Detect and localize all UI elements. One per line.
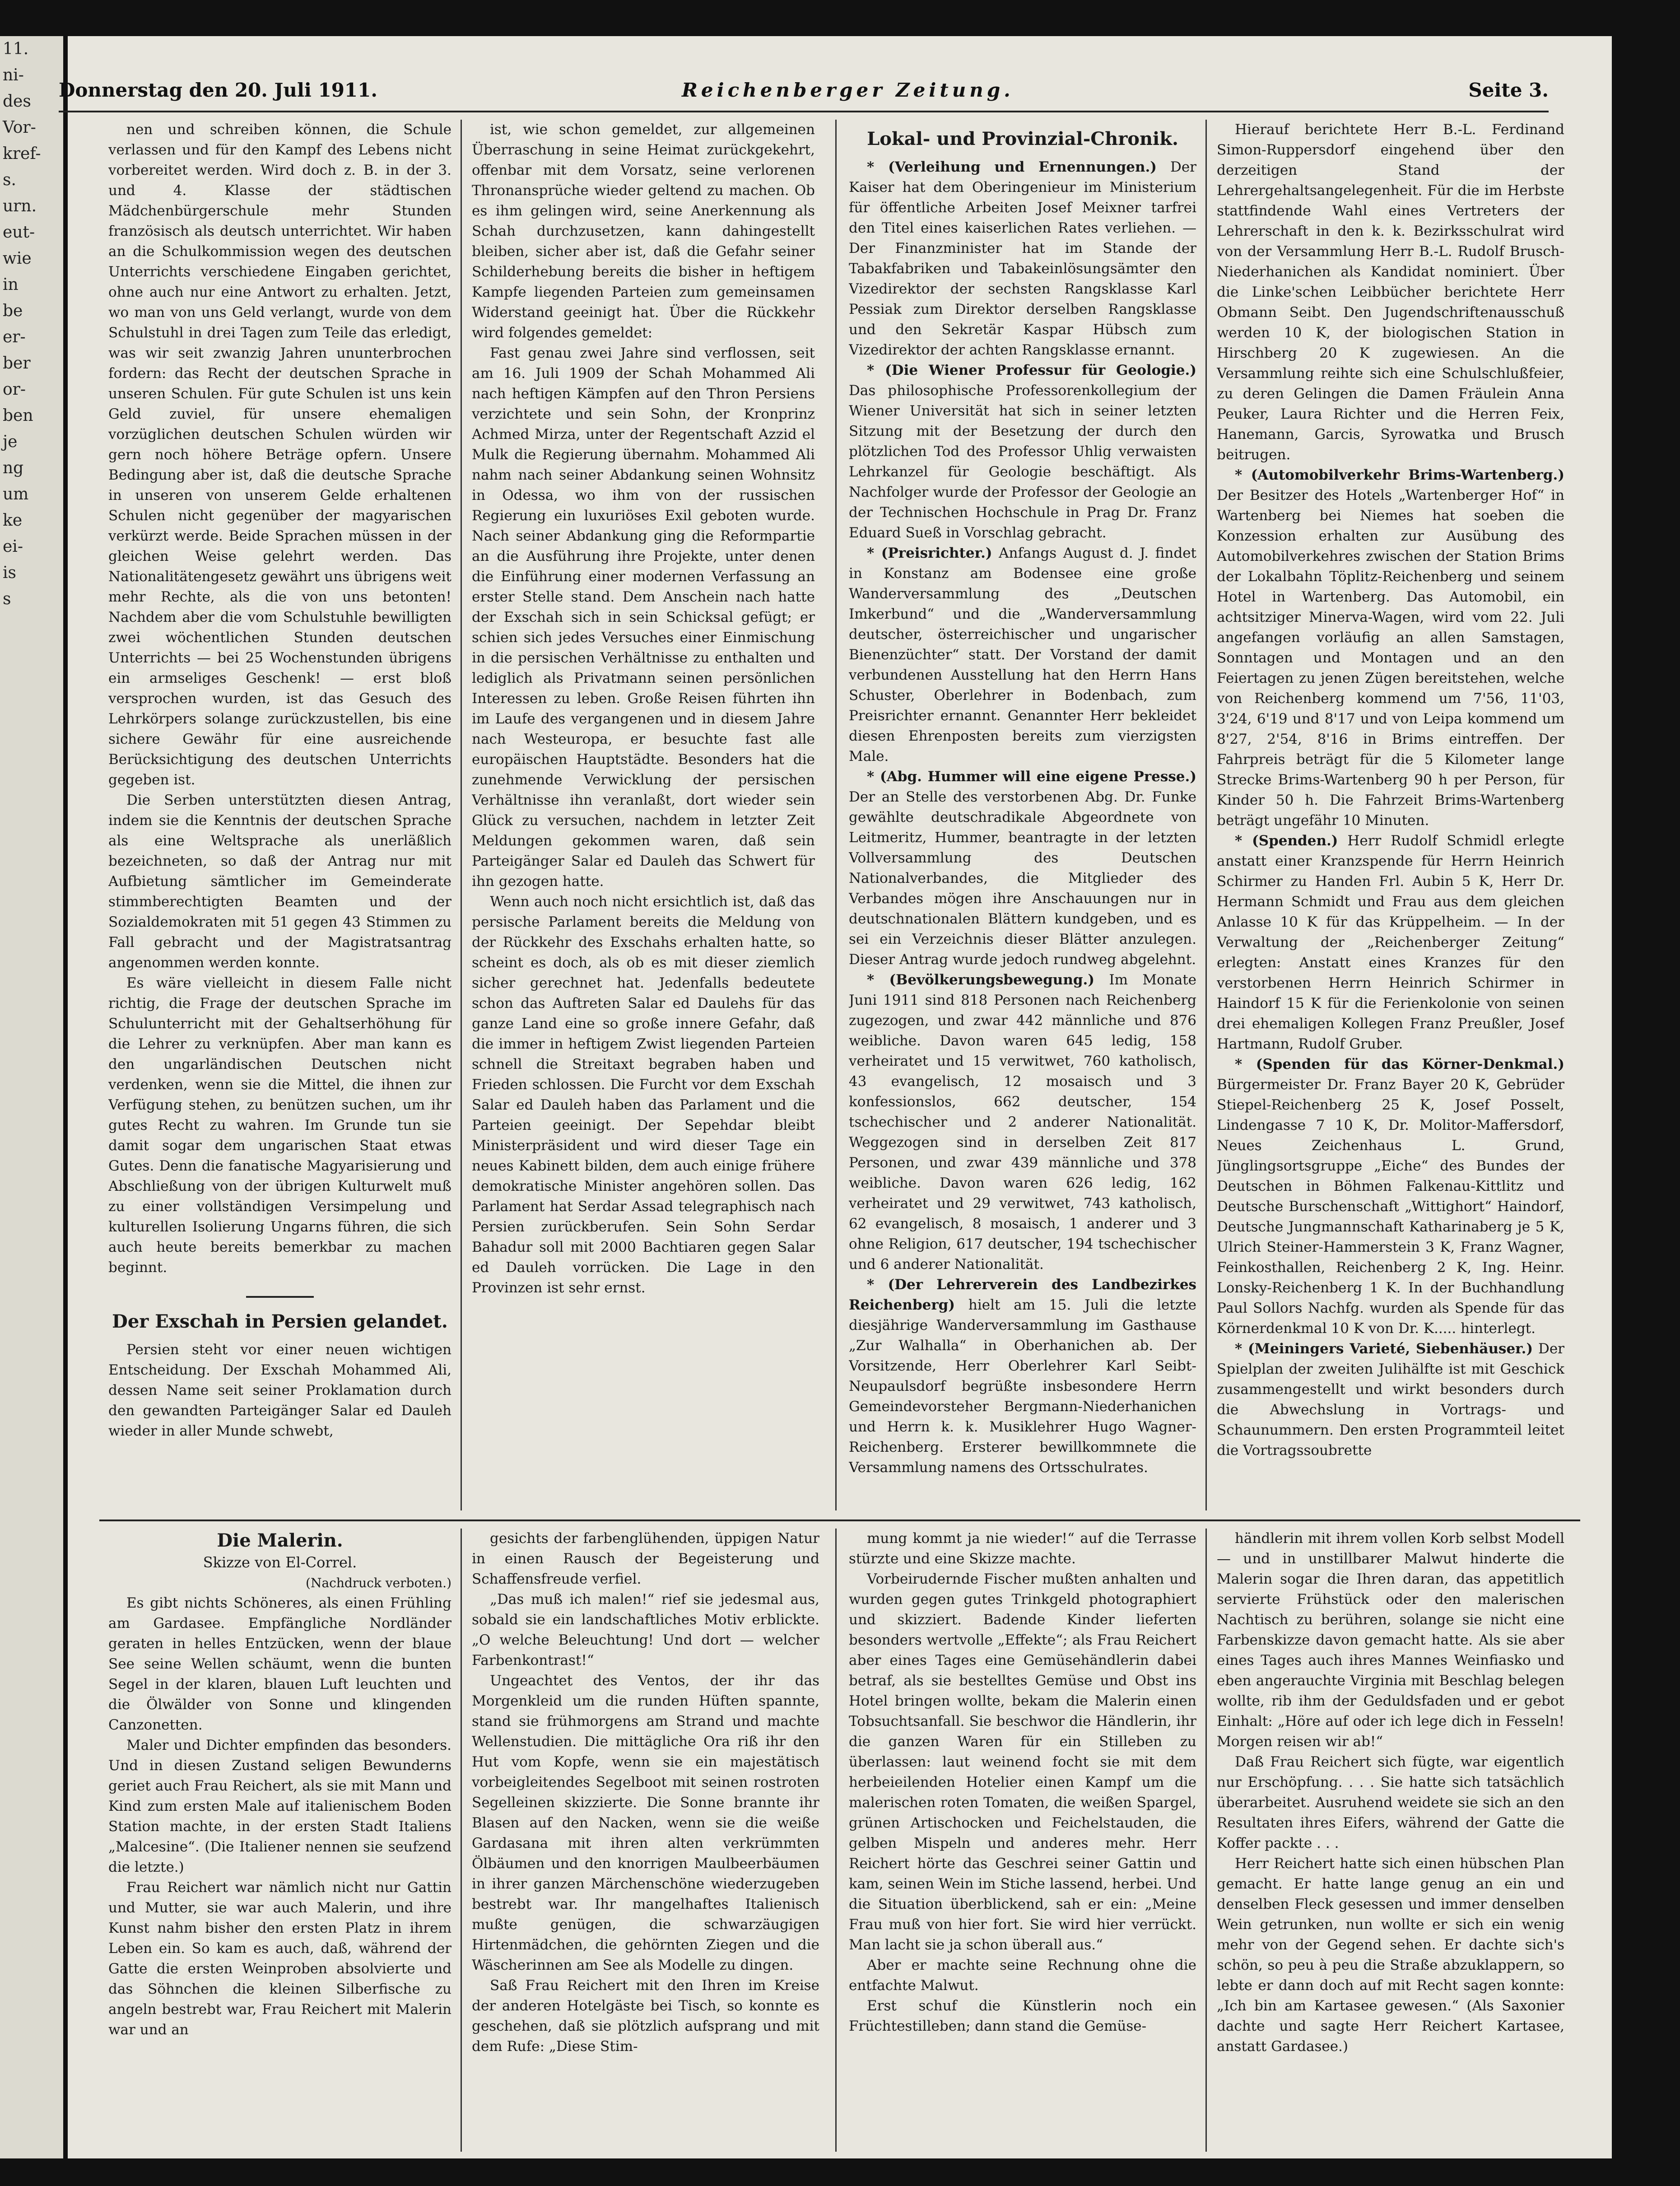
- edge-fragment: ng: [3, 459, 24, 477]
- feuilleton-paragraph: Aber er machte seine Rechnung ohne die entfachte Malwut.: [849, 1957, 1196, 1994]
- edge-fragment: des: [3, 92, 31, 111]
- news-item-text: Der Besitzer des Hotels „Wartenberger Hof“ in Wartenberg bei Niemes hat soeben die Konzession erhalten zur Ausübung des Automobilverkehres zwischen der Station Brims der Lokalbahn Töplitz-Reichenberg und seinem Hotel in Wartenberg. Das Automobil, ein achtsitziger Minerva-Wagen, wird vom 22. Juli angefangen vorläufig an allen Samstagen, Sonntagen und Montagen und an den Feiertagen zu jenen Zügen bereitstehen, welche von Reichenberg kommend um 7'56, 11'03, 3'24, 6'19 und 8'17 und von Leipa kommend um 8'27, 2'54, 8'16 in Brims eintreffen. Der Fahrpreis beträgt für die 5 Kilometer lange Strecke Brims-Wartenberg 90 h per Person, für Kinder 50 h. Die Fahrzeit Brims-Wartenberg beträgt ungefähr 10 Minuten.: [1217, 487, 1564, 829]
- edge-fragment: s.: [3, 171, 16, 189]
- feuilleton-paragraph: Ungeachtet des Ventos, der ihr das Morgenkleid um die runden Hüften spannte, stand sie frühmorgens am Strand und machte Wellenstudien. Die mittägliche Ora riß ihr den Hut vom Kopfe, wenn sie ein majestätisch vorbeigleitendes Segelboot mit seinen rostroten Segelleinen skizzierte. Die Sonne brannte ihr Blasen auf den Nacken, wenn sie die weiße Gardasana mit ihren alten verkrümmten Ölbäumen und den knorrigen Maulbeerbäumen in ihrer ganzen Märchenschöne wiederzugeben bestrebt war. Ihr mangelhaftes Italienisch mußte genügen, die schwarzäugigen Hirtenmädchen, die gehörnten Ziegen und die Wäscherinnen am See als Modelle zu dingen.: [472, 1673, 819, 1973]
- column-2: [472, 120, 815, 1510]
- col1-article-text: Persien steht vor einer neuen wichtigen Entscheidung. Der Exschah Mohammed Ali, dessen Name seit seiner Proklamation durch den gewandten Parteigänger Salar ed Dauleh wieder in aller Munde schwebt,: [108, 1342, 451, 1439]
- news-item: [849, 157, 1196, 360]
- reprint-note: (Nachdruck verboten.): [306, 1575, 451, 1590]
- feuilleton-subtitle: Skizze von El-Correl.: [203, 1554, 357, 1571]
- edge-fragment: wie: [3, 249, 32, 268]
- edge-fragment: eut-: [3, 223, 35, 242]
- feuilleton-paragraph: Maler und Dichter empfinden das besonders. Und in diesen Zustand seligen Bewunderns geriet auch Frau Reichert, als sie mit Mann und Kind zum ersten Male auf italienischem Boden Station machte, in der ersten Stadt Italiens „Malcesine“. (Die Italiener nennen sie seufzend die letzte.): [108, 1737, 451, 1875]
- news-item-head: * (Automobilverkehr Brims-Wartenberg.): [1235, 467, 1564, 483]
- column-rule: [835, 1529, 837, 2152]
- news-item-head: * (Abg. Hummer will eine eigene Presse.): [867, 769, 1196, 785]
- page-number: Seite 3.: [1468, 79, 1549, 101]
- news-item-head: * (Bevölkerungsbewegung.): [867, 972, 1094, 988]
- section-title-local-chronicle: Lokal- und Provinzial-Chronik.: [867, 128, 1178, 149]
- feuilleton-column-3: [849, 1529, 1196, 2152]
- feuilleton-paragraph: gesichts der farbenglühenden, üppigen Natur in einen Rausch der Begeisterung und Schaffensfreude verfiel.: [472, 1530, 819, 1587]
- feuilleton-paragraph: „Das muß ich malen!“ rief sie jedesmal aus, sobald sie ein landschaftliches Motiv erblickte. „O welche Beleuchtung! Und dort — welcher Farbenkontrast!“: [472, 1591, 819, 1669]
- news-item-text: Der an Stelle des verstorbenen Abg. Dr. Funke gewählte deutschradikale Abgeordnete von Leitmeritz, Hummer, beantragte in der letzten Vollversammlung des Deutschen Nationalverbandes, die Mitglieder des Verbandes mögen ihre Anschauungen nur in deutschnationalen Blättern kundgeben, und es sei ein Verzeichnis dieser Blätter anzulegen. Dieser Antrag wurde jedoch rundweg abgelehnt.: [849, 789, 1196, 968]
- news-item: [849, 970, 1196, 1275]
- edge-fragment: 11.: [3, 40, 29, 58]
- edge-fragment: ber: [3, 354, 31, 373]
- col1-paragraph: Es wäre vielleicht in diesem Falle nicht richtig, die Frage der deutschen Sprache im Schulunterricht mit der Gehaltserhöhung für die Lehrer zu verknüpfen. Aber man kann es den ungarländischen Deutschen nicht verdenken, wenn sie die Mittel, die ihnen zur Verfügung stehen, zu benützen suchen, um ihr gutes Recht zu wahren. Im Grunde tun sie damit sogar dem ungarischen Staat etwas Gutes. Denn die fanatische Magyarisierung und Abschließung von der übrigen Kulturwelt muß zu einer vollständigen Versimpelung und kulturellen Isolierung Ungarns führen, die sich auch heute bereits bemerkbar zu machen beginnt.: [108, 975, 451, 1276]
- article-title-exschah: Der Exschah in Persien gelandet.: [112, 1311, 448, 1332]
- header-date: Donnerstag den 20. Juli 1911.: [59, 79, 378, 101]
- section-divider: [246, 1296, 314, 1298]
- feuilleton-paragraph: Saß Frau Reichert mit den Ihren im Kreise der anderen Hotelgäste bei Tisch, so konnte es geschehen, daß sie plötzlich aufsprang und mit dem Rufe: „Diese Stim-: [472, 1977, 819, 2055]
- edge-fragment: ke: [3, 511, 23, 530]
- feuilleton-column-1: [108, 1529, 451, 2152]
- left-page-edge: [0, 36, 63, 2158]
- edge-fragment: ben: [3, 406, 33, 425]
- col1-paragraph: nen und schreiben können, die Schule verlassen und für den Kampf des Lebens nicht vorbereitet werden. Wird doch z. B. in der 3. und 4. Klasse der städtischen Mädchenbürgerschule mehr Stunden französisch als deutsch unterrichtet. Wir haben an die Schulkommission wegen des deutschen Unterrichts verschiedene Eingaben gerichtet, ohne auch nur eine Antwort zu erhalten. Jetzt, wo man von uns Geld verlangt, wurde von dem Schulstuhl in drei Tagen zum Teile das erledigt, was wir seit zwanzig Jahren ununterbrochen fordern: das Recht der deutschen Sprache in unseren Schulen. Für gute Schulen ist uns kein Geld zuviel, für unsere ehemaligen vorzüglichen deutschen Schulen würden wir gern noch höhere Beträge opfern. Unsere Bedingung aber ist, daß die deutsche Sprache in unseren von unserem Gelde erhaltenen Schulen nicht gegenüber der magyarischen verkürzt werde. Beide Sprachen müssen in der gleichen Weise gelehrt werden. Das Nationalitätengesetz gewährt uns übrigens weit mehr Rechte, als die von uns betonten! Nachdem aber die vom Schulstuhle bewilligten zwei wöchentlichen Stunden deutschen Unterrichts — bei 25 Wochenstunden übrigens ein armseliges Geschenk! — erst bloß versprochen wurden, ist das Gesuch des Lehrkörpers solange zurückzustellen, bis eine sichere Gewähr für eine ausreichende Berücksichtigung des deutschen Unterrichts gegeben ist.: [108, 121, 451, 788]
- news-item-head: * (Spenden für das Körner-Denkmal.): [1235, 1056, 1564, 1072]
- edge-fragment: urn.: [3, 197, 37, 215]
- column-rule: [835, 120, 837, 1510]
- col4-intro: Hierauf berichtete Herr B.-L. Ferdinand Simon-Ruppersdorf eingehend über den derzeitigen Stand der Lehrergehaltsangelegenheit. Für die im Herbste stattfindende Wahl eines Vertreters der Lehrerschaft in den k. k. Bezirksschulrat wird von der Versammlung Herr B.-L. Rudolf Brusch-Niederhanichen als Kandidat nominiert. Über die Linke'schen Leibbücher berichtete Herr Obmann Seibt. Den Jugendschriftenausschuß werden 10 K, der biologischen Station in Hirschberg 20 K zugewiesen. An die Versammlung reihte sich eine Schulschlußfeier, zu deren Gelingen die Damen Fräulein Anna Peuker, Laura Richter und die Herren Feix, Hanemann, Garcis, Syrowatka und Brusch beitrugen.: [1217, 121, 1564, 463]
- news-item: [1217, 1054, 1564, 1339]
- feuilleton-paragraph: Es gibt nichts Schöneres, als einen Frühling am Gardasee. Empfängliche Nordländer geraten in helles Entzücken, wenn der blaue See seine Wellen schäumt, wenn die bunten Segel in der klaren, blauen Luft leuchten und die Ölwälder von Sonne und klingenden Canzonetten.: [108, 1595, 451, 1733]
- edge-fragment: Vor-: [3, 118, 36, 137]
- news-item-text: Das philosophische Professorenkollegium der Wiener Universität hat sich in seiner letzten Sitzung mit der Besetzung der durch den plötzlichen Tod des Professor Uhlig verwaisten Lehrkanzel für Geologie beschäftigt. Als Nachfolger wurde der Professor der Geologie an der Technischen Hochschule in Prag Dr. Franz Eduard Sueß in Vorschlag gebracht.: [849, 382, 1196, 541]
- column-rule: [461, 120, 462, 1510]
- news-item: [1217, 831, 1564, 1054]
- feuilleton-paragraph: mung kommt ja nie wieder!“ auf die Terrasse stürzte und eine Skizze machte.: [849, 1530, 1196, 1567]
- column-rule: [1205, 1529, 1207, 2152]
- feuilleton-column-4: [1217, 1529, 1564, 2152]
- page-header: [59, 79, 1549, 112]
- edge-fragment: kref-: [3, 144, 41, 163]
- edge-fragment: or-: [3, 380, 26, 399]
- newspaper-title: Reichenberger Zeitung.: [682, 79, 1014, 101]
- news-item-head: * (Spenden.): [1235, 833, 1338, 849]
- left-edge-fragments: [0, 36, 63, 612]
- news-item-text: Der Spielplan der zweiten Julihälfte ist mit Geschick zusammengestellt und wirkt besonders durch die Abwechslung in Vortrags- und Schaunummern. Den ersten Programmteil leitet die Vortragssoubrette: [1217, 1341, 1564, 1459]
- edge-fragment: je: [3, 433, 18, 451]
- news-item: [849, 543, 1196, 767]
- col2-paragraph: Fast genau zwei Jahre sind verflossen, seit am 16. Juli 1909 der Schah Mohammed Ali nach heftigen Kämpfen auf den Thron Persiens verzichtete und sein Sohn, der Kronprinz Achmed Mirza, unter der Regentschaft Azzid el Mulk die Regierung übernahm. Mohammed Ali nahm nach seiner Abdankung seinen Wohnsitz in Odessa, wo ihm von der russischen Regierung ein luxuriöses Exil geboten wurde. Nach seiner Abdankung ging die Reformpartie an die Ausführung ihre Projekte, unter denen die Einführung einer modernen Verfassung an erster Stelle stand. Dem Anschein nach hatte der Exschah sich in sein Schicksal gefügt; er schien sich jedes Versuches einer Einmischung in die persischen Verhältnisse zu enthalten und lediglich als Privatmann seinen persönlichen Interessen zu leben. Große Reisen führten ihn im Laufe des vergangenen und in diesem Jahre nach Westeuropa, er besuchte fast alle europäischen Hauptstädte. Besonders hat die zunehmende Verwicklung der persischen Verhältnisse ihn veranlaßt, dort wieder sein Glück zu versuchen, nachdem in letzter Zeit Meldungen gekommen waren, daß sein Parteigänger Salar ed Dauleh das Schwert für ihn gezogen hatte.: [472, 345, 815, 890]
- feuilleton-paragraph: Vorbeirudernde Fischer mußten anhalten und wurden gegen gutes Trinkgeld photographiert und skizziert. Badende Kinder lieferten besonders wertvolle „Effekte“; als Frau Reichert aber eines Tages eine Gemüsehändlerin dabei betraf, als sie bestelltes Gemüse und Obst ins Hotel bringen wollte, bekam die Malerin einen Tobsuchtsanfall. Sie beschwor die Händlerin, ihr die ganzen Waren für ein Stilleben zu überlassen: laut weinend focht sie mit dem herbeieilenden Hotelier einen Kampf um die malerischen roten Tomaten, die weißen Spargel, grünen Artischocken und Feichelstauden, die gelben Mispeln und anderes mehr. Herr Reichert hörte das Geschrei seiner Gattin und kam, seinen Wein im Stiche lassend, herbei. Und die Situation überblickend, sah er ein: „Meine Frau muß von hier fort. Sie wird hier verrückt. Man lacht sie ja schon überall aus.“: [849, 1571, 1196, 1953]
- column-rule: [1205, 120, 1207, 1510]
- feuilleton-divider: [99, 1519, 1580, 1521]
- edge-fragment: ei-: [3, 537, 23, 556]
- feuilleton-paragraph: Daß Frau Reichert sich fügte, war eigentlich nur Erschöpfung. . . . Sie hatte sich tatsächlich überarbeitet. Ausruhend weidete sie sich an den Resultaten ihres Eifers, während der Gatte die Koffer packte . . .: [1217, 1754, 1564, 1851]
- news-item-text: Der Kaiser hat dem Oberingenieur im Ministerium für öffentliche Arbeiten Josef Meixner tarfrei den Titel eines kaiserlichen Rates verliehen. — Der Finanzminister hat im Stande der Tabakfabriken und Tabakeinlösungsämter den Vizedirektor der sechsten Rangsklasse Karl Pessiak zum Direktor derselben Rangsklasse und den Sekretär Kaspar Hübsch zum Vizedirektor der achten Rangsklasse ernannt.: [849, 159, 1196, 358]
- news-item-text: hielt am 15. Juli die letzte diesjährige Wanderversammlung im Gasthause „Zur Walhalla“ in Oberhanichen ab. Der Vorsitzende, Herr Oberlehrer Karl Seibt-Neupaulsdorf begrüßte insbesondere Herrn Gemeindevorsteher Bergmann-Niederhanichen und Herrn k. k. Musiklehrer Hugo Wagner-Reichenberg. Ersterer bewillkommnete die Versammlung namens des Ortsschulrates.: [849, 1297, 1196, 1476]
- edge-fragment: er-: [3, 328, 26, 346]
- col1-paragraph: Die Serben unterstützten diesen Antrag, indem sie die Kenntnis der deutschen Sprache als eine Weltsprache als unerläßlich bezeichneten, so daß der Antrag nur mit Aufbietung sämtlicher im Gemeinderate stimmberechtigten Beamten und der Sozialdemokraten mit 51 gegen 43 Stimmen zu Fall gebracht und der Magistratsantrag angenommen werden konnte.: [108, 792, 451, 971]
- feuilleton-paragraph: Frau Reichert war nämlich nicht nur Gattin und Mutter, sie war auch Malerin, und ihre Kunst nahm bisher den ersten Platz in ihrem Leben ein. So kam es auch, daß, während der Gatte die ersten Weinproben absolvierte und das Söhnchen die kleinen Silberfische zu angeln bestrebt war, Frau Reichert mit Malerin war und an: [108, 1879, 451, 2038]
- feuilleton-paragraph: händlerin mit ihrem vollen Korb selbst Modell — und in unstillbarer Malwut hinderte die Malerin sogar die Ihren daran, das appetitlich servierte Frühstück oder den malerischen Nachtisch zu berühren, solange sie nicht eine Farbenskizze davon gemacht hatte. Als sie aber eines Tages auch ihres Mannes Weinfiasko und eben angerauchte Virginia mit Beschlag belegen wollte, rib ihm der Geduldsfaden und er gebot Einhalt: „Höre auf oder ich lege dich in Fesseln! Morgen reisen wir ab!“: [1217, 1530, 1564, 1750]
- news-item-head: * (Der Lehrerverein des Landbezirkes Reichenberg): [849, 1277, 1196, 1313]
- edge-fragment: s: [3, 590, 11, 608]
- col2-paragraph: Wenn auch noch nicht ersichtlich ist, daß das persische Parlament bereits die Meldung von der Rückkehr des Exschahs erhalten hatte, so scheint es doch, als ob es mit dieser ziemlich sicher gerechnet hat. Jedenfalls bedeutete schon das Auftreten Salar ed Daulehs für das ganze Land eine so große innere Gefahr, daß die immer in heftigem Zwist liegenden Parteien schnell die Streitaxt begraben haben und Frieden schlossen. Die Furcht vor dem Exschah Salar ed Dauleh haben das Parlament und die Parteien geeinigt. Der Sepehdar bleibt Ministerpräsident und wird dieser Tage ein neues Kabinett bilden, dem auch einige frühere demokratische Minister angehören sollen. Das Parlament hat Serdar Assad telegraphisch nach Persien zurückberufen. Sein Sohn Serdar Bahadur soll mit 2000 Bachtiaren gegen Salar ed Dauleh vorrücken. Die Lage in den Provinzen ist sehr ernst.: [472, 894, 815, 1296]
- news-item-head: * (Meiningers Varieté, Siebenhäuser.): [1235, 1341, 1533, 1357]
- col2-paragraph: ist, wie schon gemeldet, zur allgemeinen Überraschung in seine Heimat zurückgekehrt, offenbar mit dem Vorsatz, seine verlorenen Thronansprüche wieder geltend zu machen. Ob es ihm gelingen wird, seine Anerkennung als Schah durchzusetzen, kann dahingestellt bleiben, sicher aber ist, daß die Gefahr seiner Schilderhebung bereits die bisher in heftigem Kampfe liegenden Parteien zum gemeinsamen Widerstand geeinigt hat. Über die Rückkehr wird folgendes gemeldet:: [472, 121, 815, 341]
- edge-fragment: be: [3, 302, 23, 320]
- news-item-text: Bürgermeister Dr. Franz Bayer 20 K, Gebrüder Stiepel-Reichenberg 25 K, Josef Posselt, Lindengasse 7 10 K, Dr. Molitor-Maffersdorf, Neues Zeichenhaus L. Grund, Jünglingsortsgruppe „Eiche“ des Bundes der Deutschen in Böhmen Falkenau-Kittlitz und Deutsche Burschenschaft „Wittighort“ Haindorf, Deutsche Jungmannschaft Katharinaberg je 5 K, Ulrich Steiner-Hammerstein 3 K, Franz Wagner, Feinkosthallen, Reichenberg 2 K, Ing. Heinr. Lonsky-Reichenberg 1 K. In der Buchhandlung Paul Sollors Nachfg. wurden als Spende für das Körnerdenkmal 10 K von Dr. K..... hinterlegt.: [1217, 1077, 1564, 1337]
- news-item-text: Herr Rudolf Schmidl erlegte anstatt einer Kranzspende für Herrn Heinrich Schirmer zu Handen Frl. Aubin 5 K, Herr Dr. Hermann Schmidt und Frau aus dem gleichen Anlasse 10 K für das Krüppelheim. — In der Verwaltung der „Reichenberger Zeitung“ erlegten: Anstatt eines Kranzes für den verstorbenen Herrn Heinrich Schirmer in Haindorf 15 K für die Ferienkolonie von seinen drei ehemaligen Kollegen Franz Preußler, Josef Hartmann, Rudolf Gruber.: [1217, 833, 1564, 1052]
- news-item-head: * (Verleihung und Ernennungen.): [867, 159, 1157, 175]
- news-item: [1217, 1339, 1564, 1461]
- column-4: [1217, 120, 1564, 1510]
- column-1: [108, 120, 451, 1510]
- news-item-head: * (Preisrichter.): [867, 545, 992, 561]
- news-item-text: Anfangs August d. J. findet in Konstanz am Bodensee eine große Wanderversammlung des „Deutschen Imkerbund“ und die „Wanderversammlung deutscher, österreichischer und ungarischer Bienenzüchter“ statt. Der Vorstand der damit verbundenen Ausstellung hat den Herrn Hans Schuster, Oberlehrer in Bodenbach, zum Preisrichter ernannt. Genannter Herr bekleidet diesen Ehrenposten bereits zum vierzigsten Male.: [849, 545, 1196, 764]
- feuilleton-paragraph: Erst schuf die Künstlerin noch ein Früchtestilleben; dann stand die Gemüse-: [849, 1998, 1196, 2034]
- feuilleton-column-2: [472, 1529, 819, 2152]
- feuilleton-paragraph: Herr Reichert hatte sich einen hübschen Plan gemacht. Er hatte lange genug an ein und denselben Fleck gesessen und immer denselben Wein getrunken, nun wollte er sich ein wenig mehr von der Gegend sehen. Er dachte sich's schön, so peu à peu die Straße abzuklappern, so lebte er dann doch auf mit Recht sagen konnte: „Ich bin am Kartasee gewesen.“ (Als Saxonier dachte und sagte Herr Reichert Kartasee, anstatt Gardasee.): [1217, 1855, 1564, 2055]
- edge-fragment: ni-: [3, 66, 24, 84]
- news-item-head: * (Die Wiener Professur für Geologie.): [867, 362, 1196, 378]
- edge-fragment: um: [3, 485, 29, 503]
- news-item: [849, 360, 1196, 543]
- news-item: [849, 767, 1196, 970]
- column-rule: [461, 1529, 462, 2152]
- edge-fragment: is: [3, 564, 16, 582]
- edge-fragment: in: [3, 275, 19, 294]
- column-3: [849, 120, 1196, 1510]
- news-item-text: Im Monate Juni 1911 sind 818 Personen nach Reichenberg zugezogen, und zwar 442 männliche und 876 weibliche. Davon waren 645 ledig, 158 verheiratet und 15 verwitwet, 760 katholisch, 43 evangelisch, 12 mosaisch und 3 konfessionslos, 662 deutscher, 154 tschechischer und 2 anderer Nationalität. Weggezogen sind in derselben Zeit 817 Personen, und zwar 439 männliche und 378 weibliche. Davon waren 626 ledig, 162 verheiratet und 29 verwitwet, 743 katholisch, 62 evangelisch, 8 mosaisch, 1 anderer und 3 ohne Religion, 617 deutscher, 194 tschechischer und 6 anderer Nationalität.: [849, 972, 1196, 1272]
- news-item: [1217, 465, 1564, 831]
- news-item: [849, 1275, 1196, 1478]
- feuilleton-title: Die Malerin.: [217, 1530, 343, 1551]
